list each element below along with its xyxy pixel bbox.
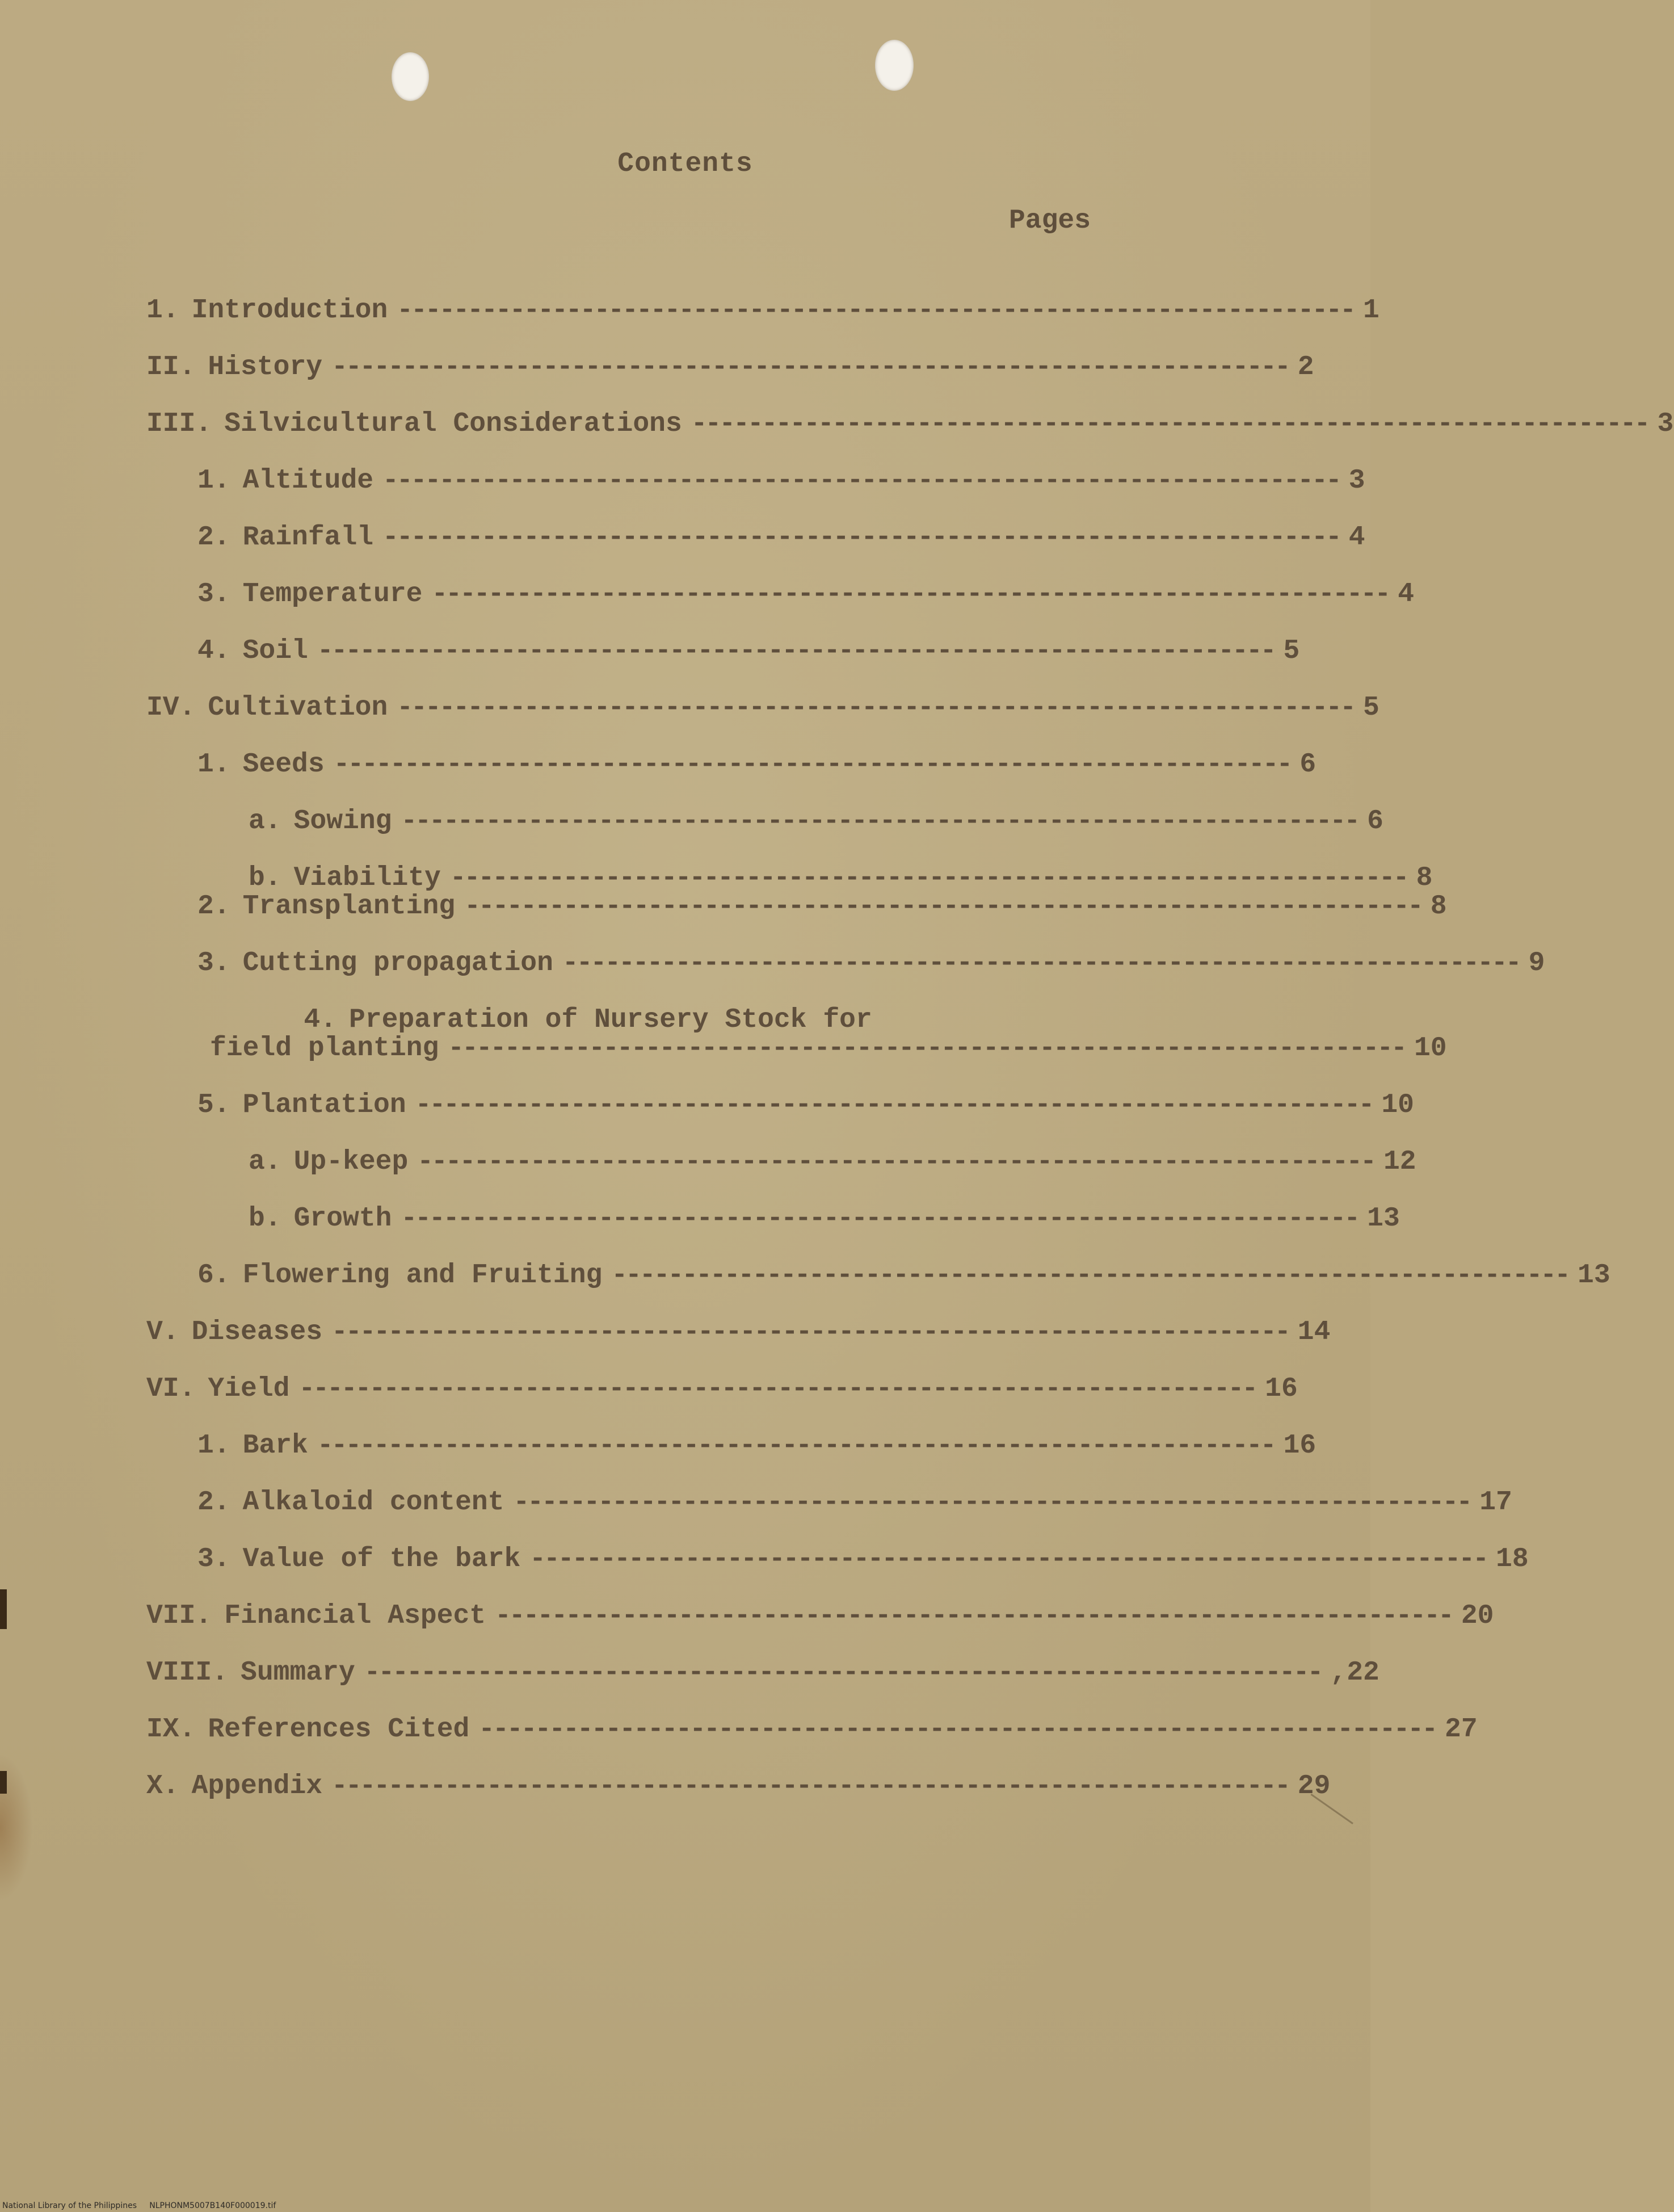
toc-entry [197,1544,1529,1578]
toc-entry-number: 4. [304,1005,337,1035]
toc-entry-label: Temperature [242,579,423,610]
dot-leader: -------------------------------------------------------------------- [333,749,1291,780]
toc-entry-label: Plantation [242,1090,406,1120]
toc-entry-number: 3. [197,579,230,610]
toc-entry-number: VI. [146,1374,196,1404]
toc-entry-page: 16 [1283,1430,1317,1461]
toc-entry-number: 1. [197,1430,230,1461]
toc-entry-label: Yield [208,1374,290,1404]
toc-entry-page: 4 [1348,522,1365,553]
toc-entry-number: 1. [146,295,179,326]
dot-leader: -------------------------------------------------------------------- [397,692,1354,723]
toc-entry-page: 8 [1430,891,1447,922]
toc-entry-label: Cutting propagation [242,948,553,979]
toc-entry-page: 18 [1496,1544,1529,1575]
dot-leader: -------------------------------------------------------------------- [449,863,1407,893]
toc-entry-page: 6 [1367,806,1383,837]
dot-leader: -------------------------------------------------------------------- [317,636,1275,666]
toc-entry [146,692,1379,727]
toc-entry-label: History [208,352,323,383]
dot-leader: -------------------------------------------------------------------- [298,1374,1256,1404]
toc-entry-label: Introduction [191,295,388,326]
dot-leader: -------------------------------------------------------------------- [495,1601,1452,1631]
toc-entry-label: Flowering and Fruiting [242,1260,603,1291]
toc-entry-number: III. [146,409,212,439]
edge-tear-mark [0,1589,7,1629]
toc-entry-number: 3. [197,948,230,979]
toc-entry-number: II. [146,352,196,383]
toc-entry-number: X. [146,1771,179,1802]
toc-entry-label: Rainfall [242,522,374,553]
toc-entry [197,465,1365,500]
toc-entry-page: 9 [1528,948,1545,979]
toc-entry-label: Growth [293,1203,392,1234]
pages-heading: Pages [1009,205,1091,236]
toc-entry-page: 20 [1461,1601,1494,1631]
toc-entry [197,1090,1414,1124]
toc-entry-number: VII. [146,1601,212,1631]
toc-entry [197,1430,1317,1464]
toc-entry-page: 1 [1362,295,1379,326]
toc-entry-page: 13 [1578,1260,1610,1291]
toc-entry-number: b. [249,863,281,893]
toc-entry-label: References Cited [208,1714,470,1745]
dot-leader: -------------------------------------------------------------------- [397,295,1354,326]
toc-entry [197,891,1447,925]
toc-entry-page: 27 [1445,1714,1478,1745]
toc-entry-page: 29 [1297,1771,1331,1802]
toc-entry-number: 5. [197,1090,230,1120]
toc-entry [197,749,1317,783]
punch-hole-left [392,52,429,101]
toc-entry [146,1714,1478,1748]
dot-leader: -------------------------------------------------------------------- [331,352,1289,383]
toc-entry [197,636,1300,670]
toc-entry [197,1033,1447,1067]
dot-leader: -------------------------------------------------------------------- [382,522,1340,553]
toc-entry-page: 16 [1265,1374,1298,1404]
dot-leader: -------------------------------------------------------------------- [364,1657,1322,1688]
dot-leader: -------------------------------------------------------------------- [415,1090,1373,1120]
toc-entry-page: 10 [1414,1033,1447,1064]
toc-entry-label: Soil [242,636,308,666]
dot-leader: -------------------------------------------------------------------- [529,1544,1487,1575]
toc-entry-label: field planting [210,1033,439,1064]
toc-entry [146,1601,1494,1635]
contents-title: Contents [617,149,753,179]
toc-entry-page: 3 [1657,409,1674,439]
toc-entry-number: 1. [197,465,230,496]
toc-entry-label: Altitude [242,465,374,496]
toc-entry-label: Bark [242,1430,308,1461]
toc-entry-label: Transplanting [242,891,456,922]
toc-entry [249,1147,1416,1181]
toc-entry-number: VIII. [146,1657,229,1688]
toc-entry-page: 4 [1398,579,1414,610]
toc-entry [197,579,1414,613]
toc-entry-page: ,22 [1330,1657,1379,1688]
dot-leader: -------------------------------------------------------------------- [611,1260,1569,1291]
toc-entry [249,806,1383,840]
toc-entry-label: Sowing [293,806,392,837]
toc-entry-page: 5 [1283,636,1300,666]
dot-leader: -------------------------------------------------------------------- [431,579,1389,610]
dot-leader: -------------------------------------------------------------------- [317,1430,1275,1461]
toc-entry [146,295,1379,329]
toc-entry-label: Diseases [191,1317,323,1348]
toc-entry-number: 2. [197,891,230,922]
toc-entry-label: Alkaloid content [242,1487,504,1518]
toc-entry-label: Financial Aspect [224,1601,486,1631]
toc-entry-label: Preparation of Nursery Stock for [349,1005,872,1035]
dot-leader: -------------------------------------------------------------------- [562,948,1520,979]
toc-entry-label: Cultivation [208,692,388,723]
toc-entry-page: 2 [1297,352,1314,383]
toc-entry-page: 17 [1479,1487,1512,1518]
toc-entry-number: 3. [197,1544,230,1575]
toc-entry [197,1487,1512,1521]
toc-entry-page: 10 [1381,1090,1414,1120]
toc-entry-page: 6 [1299,749,1317,780]
toc-entry-number: IV. [146,692,196,723]
toc-entry-number: 1. [197,749,230,780]
dot-leader: -------------------------------------------------------------------- [417,1147,1374,1177]
toc-entry [146,409,1674,443]
toc-entry [197,522,1365,556]
toc-entry-label: Seeds [242,749,325,780]
dot-leader: -------------------------------------------------------------------- [513,1487,1471,1518]
toc-entry-label: Summary [241,1657,355,1688]
toc-entry-number: b. [249,1203,281,1234]
dot-leader: -------------------------------------------------------------------- [331,1317,1289,1348]
toc-entry-page: 5 [1363,692,1379,723]
toc-entry [146,1771,1331,1805]
toc-entry-page: 8 [1416,863,1433,893]
toc-entry-number: a. [249,806,281,837]
toc-entry-label: Viability [293,863,441,893]
edge-tear-mark [0,1771,7,1794]
toc-entry [249,1203,1400,1237]
paper-crease [1291,1794,1353,1852]
dot-leader: -------------------------------------------------------------------- [331,1771,1289,1802]
toc-entry-page: 3 [1348,465,1365,496]
dot-leader: -------------------------------------------------------------------- [401,1203,1358,1234]
toc-entry-number: IX. [146,1714,196,1745]
toc-entry [146,1317,1331,1351]
dot-leader: -------------------------------------------------------------------- [478,1714,1436,1745]
toc-entry [146,352,1314,386]
toc-entry [197,1260,1610,1294]
toc-entry-number: 2. [197,522,230,553]
dot-leader: -------------------------------------------------------------------- [382,465,1340,496]
toc-entry [146,1374,1298,1408]
dot-leader: -------------------------------------------------------------------- [691,409,1648,439]
punch-hole-right [875,40,914,91]
toc-entry-label: Value of the bark [242,1544,521,1575]
toc-entry-number: a. [249,1147,281,1177]
dot-leader: -------------------------------------------------------------------- [401,806,1358,837]
dot-leader: -------------------------------------------------------------------- [464,891,1421,922]
toc-entry-number: V. [146,1317,179,1348]
toc-entry-page: 12 [1383,1147,1416,1177]
toc-entry-number: 2. [197,1487,230,1518]
toc-entry-label: Silvicultural Considerations [224,409,682,439]
toc-entry-number: 6. [197,1260,230,1291]
archive-footer: National Library of the Philippines NLPHONM5007B140F000019.tif [2,2201,276,2210]
toc-entry-number: 4. [197,636,230,666]
toc-entry-page: 13 [1367,1203,1400,1234]
toc-entry-label: Up-keep [293,1147,409,1177]
toc-entry [197,948,1545,982]
toc-entry [146,1657,1379,1691]
toc-entry-label: Appendix [191,1771,323,1802]
toc-entry-page: 14 [1297,1317,1331,1348]
dot-leader: -------------------------------------------------------------------- [448,1033,1405,1064]
